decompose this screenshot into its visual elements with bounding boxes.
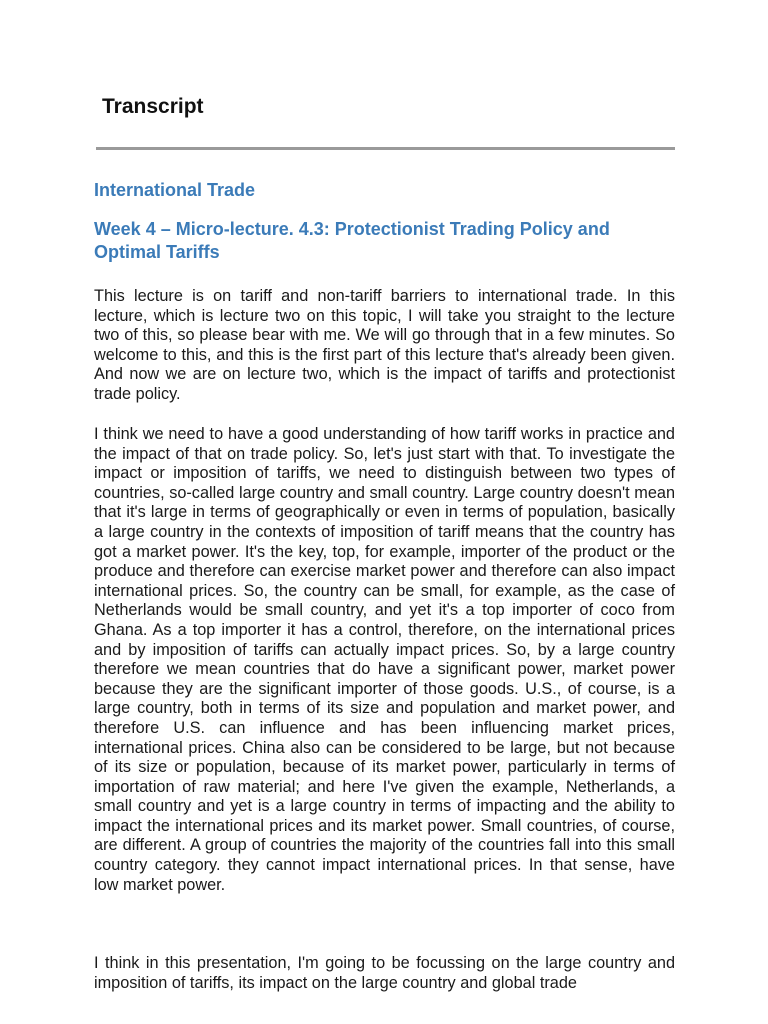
transcript-paragraph: I think we need to have a good understanding of how tariff works in practice and the impact of that on trade policy. So, let's just start with that. To investigate the impact or imposition of tariffs, we need to distinguish between two types of countries, so-called large country and small country. Large country doesn't mean that it's large in terms of geographically or even in terms of population, basically a large country in the contexts of imposition of tariff means that the country has got a market power. It's the key, top, for example, importer of the product or the produce and therefore can exercise market power and therefore can also impact international prices. So, the country can be small, for example, as the case of Netherlands would be small country, and yet it's a top importer of coco from Ghana. As a top importer it has a control, therefore, on the international prices and by imposition of tariffs can actually impact prices. So, by a large country therefore we mean countries that do have a significant power, market power because they are the significant importer of those goods. U.S., of course, is a large country, both in terms of its size and population and market power, and therefore U.S. can influence and has been influencing market prices, international prices. China also can be considered to be large, but not because of its size or population, because of its market power, particularly in terms of importation of raw material; and here I've given the example, Netherlands, a small country and yet is a large country in terms of impacting and the ability to impact the international prices and its market power. Small countries, of course, are different. A group of countries the majority of the countries fall into this small country category. they cannot impact international prices. In that sense, have low market power. (94, 425, 675, 894)
transcript-paragraph: I think in this presentation, I'm going to be focussing on the large country and imposition of tariffs, its impact on the large country and global trade (94, 954, 675, 992)
lecture-title: Week 4 – Micro-lecture. 4.3: Protectionist Trading Policy and Optimal Tariffs (94, 219, 610, 262)
header-divider (96, 147, 675, 150)
document-header: Transcript (102, 95, 204, 118)
course-title: International Trade (94, 180, 256, 200)
transcript-paragraph: This lecture is on tariff and non-tariff barriers to international trade. In this lecture, which is lecture two on this topic, I will take you straight to the lecture two of this, so please bear with me. We will go through that in a few minutes. So welcome to this, and this is the first part of this lecture that's already been given. And now we are on lecture two, which is the impact of tariffs and protectionist trade policy. (94, 287, 675, 403)
